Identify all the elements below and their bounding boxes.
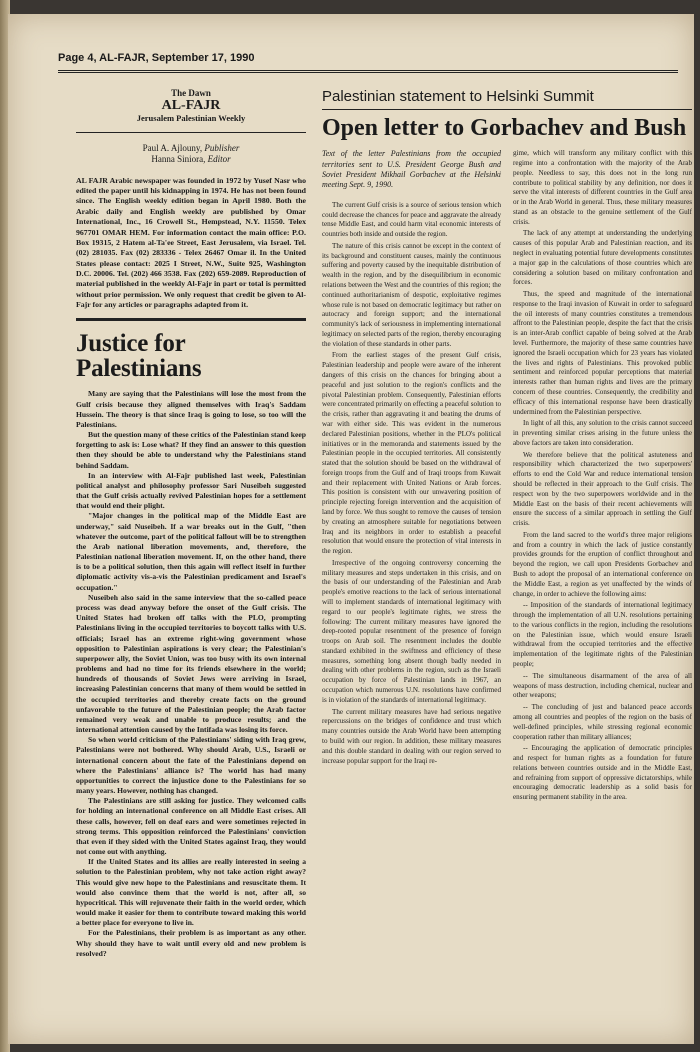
article-paragraph: -- The concluding of just and balanced peace accords among all countries and peoples of the region on the basis of well-defined principles, while stressing regional economic cooperation rather than military alliances;: [513, 703, 692, 741]
article-paragraph: We therefore believe that the political astuteness and responsibility which characterized the two superpowers' efforts to end the Cold War and reduce international tension should be reflected in their approach to the Gulf crisis. The respect won by the two superpowers worldwide and in the Middle East on the basis of their recent achievements will ensure the success of a similar approach in settling the Gulf crisis.: [513, 450, 692, 528]
article-paragraph: Irrespective of the ongoing controversy concerning the military measures and steps undertaken in this crisis, and on the basis of our understanding of the Palestinian and Arab people's emotive reactions to the lack of serious international will to implement standards of international legitimacy with regard to our people's legitimate rights, we stress the following: The current military measures have ignored the deep-rooted popular resentment of the presence of foreign troops on Arab soil. The resentment includes the double standard exhibited in the swiftness and efficiency of these measures, something long absent though badly needed in dealing with other problems in the region, such as the Israeli occupation by force of Palestinian lands in 1967, an occupation which numerous U.N. resolutions have confirmed is in violation of the standards of international legitimacy.: [322, 558, 501, 704]
left-column: [76, 88, 306, 959]
editorial-rule: [76, 318, 306, 321]
editorial-paragraph: Many are saying that the Palestinians will lose the most from the Gulf crisis because they aligned themselves with Iraq's Saddam Hussein. The theory is that since Iraq is going to lose, so too will the Palestinians.: [76, 389, 306, 429]
editorial-paragraph: But the question many of these critics of the Palestinian stand keep forgetting to ask is: Lose what? If they find an answer to this question then they should be able to understand why the Palestinians stand behind Saddam.: [76, 430, 306, 470]
page-header: Page 4, AL-FAJR, September 17, 1990: [58, 52, 255, 64]
editorial-paragraph: If the United States and its allies are really interested in seeing a solution to the Palestinian problem, why not take action right away? This would give new hope to the Palestinians and resuscitate them. It would also convince them that the world is not, after all, so hypocritical. This will rejuvenate their faith in the world order, which would make it easier for them to contribute toward making this world a better place for everyone to live in.: [76, 857, 306, 928]
editorial-paragraph: "Major changes in the political map of the Middle East are underway," said Nuseibeh. If a war breaks out in the Gulf, "then whatever the outcome, part of the political fallout will be to strengthen the Arab national liberation movements, and, therefore, the Palestinian national liberation movement. If, on the other hand, there is to be a political solution, then this again will reflect itself in further diplomatic activity vis-a-vis the Palestinian predicament and Israel's occupation.": [76, 511, 306, 592]
article-paragraph: From the land sacred to the world's three major religions and from a country in which the lack of justice constantly provides grounds for the eruption of conflict throughout and beyond the region, we call upon Presidents Gorbachev and Bush to adopt the proposal of an international conference on the Middle East, a region as yet unaffected by the winds of change, in order to achieve the following aims:: [513, 530, 692, 598]
staff-box: [76, 143, 306, 166]
editor-name: Hanna Siniora,: [151, 154, 206, 165]
article-column-2: [513, 149, 692, 805]
publisher-line: [76, 143, 306, 154]
masthead: [76, 88, 306, 124]
publisher-name: Paul A. Ajlouny,: [142, 143, 203, 154]
editor-line: [76, 154, 306, 165]
editorial-paragraph: In an interview with Al-Fajr published last week, Palestinian political analyst and philosophy professor Sari Nuseibeh suggested that the Gulf crisis actually revived Palestinian hopes for a settlement that would end their plight.: [76, 470, 306, 511]
header-rule: [58, 70, 678, 73]
publisher-role: Publisher: [204, 143, 240, 154]
article-paragraph: -- Encouraging the application of democratic principles and respect for human rights as a foundation for future relations between countries outside and in the Middle East, and refraining from support of oppressive dictatorships, while encouraging democratic leadership as a solid basis for ensuring permanent stability in the area.: [513, 744, 692, 802]
masthead-rule: [76, 132, 306, 133]
article-paragraph: -- The simultaneous disarmament of the area of all weapons of mass destruction, including chemical, nuclear and other weapons;: [513, 671, 692, 700]
article-paragraph: In light of all this, any solution to the crisis cannot succeed in preventing similar crises arising in the future unless the above factors are taken into consideration.: [513, 419, 692, 447]
article: [322, 88, 692, 805]
article-paragraph: -- Imposition of the standards of international legitimacy through the implementation of all U.N. resolutions pertaining to the various conflicts in the region, including the resolutions on the Palestinian issue, which would ensure Israeli withdrawal from the occupied territories and the effective implementation of the legitimate rights of the Palestinian people;: [513, 601, 692, 669]
article-column-1: [322, 149, 501, 805]
article-columns: [322, 149, 692, 805]
masthead-name: AL-FAJR: [161, 98, 221, 114]
article-kicker: Palestinian statement to Helsinki Summit: [322, 88, 692, 110]
editorial-body: [76, 389, 306, 959]
masthead-subtitle: Jerusalem Palestinian Weekly: [136, 113, 246, 124]
editorial-paragraph: So when world criticism of the Palestinians' siding with Iraq grew, Palestinians were not bothered. Why should Arab, U.S., Israeli or international concern about the fate of the Palestinians depend on where the Palestinians' alliance is? The world has had many opportunities to correct the injustice done to the Palestinians for so many years. However, nothing has changed.: [76, 735, 306, 796]
article-headline: Open letter to Gorbachev and Bush: [322, 115, 687, 141]
article-paragraph: The current military measures have had serious negative repercussions on the bridges of confidence and trust which many countries outside the Arab World have been attempting to build with our region. In addition, these military measures and this double standard in dealing with our region served to increase popular support for the Iraqi re-: [322, 707, 501, 765]
article-paragraph: gime, which will transform any military conflict with this regime into a confrontation with the majority of the Arab people. Needless to say, this does not in the long run contribute to political stability by any definition, nor does it serve the vital interests of different countries in the Gulf area or in the Arab World in general. Thus, these military measures stand as an obstacle to the genuine settlement of the Gulf crisis.: [513, 149, 692, 226]
article-intro: Text of the letter Palestinians from the occupied territories sent to U.S. President George Bush and Soviet President Mikhail Gorbachev at the Helsinki meeting Sept. 9, 1990.: [322, 149, 501, 190]
masthead-the: The Dawn: [171, 88, 211, 98]
article-paragraph: The current Gulf crisis is a source of serious tension which could decrease the chances for peace and aggravate the already tense Middle East, and could harm vital economic interests of countries both inside and outside the region.: [322, 200, 502, 239]
editorial-paragraph: For the Palestinians, their problem is as important as any other. Why should they have to wait until every old and new problem is resolved?: [76, 928, 306, 958]
editorial-paragraph: Nuseibeh also said in the same interview that the so-called peace process was dead anyway before the onset of the Gulf crisis. The United States had broken off talks with the PLO, prompting Palestinians living in the occupied territories to boycott talks with U.S. officials; Israel has an extreme right-wing government whose opposition to Palestinian aspirations is very clear; the Palestinian's superpower ally, the Soviet Union, was too busy with its own internal problems and had no time for its friends elsewhere in the world; hundreds of thousands of Soviet Jews were arriving in Israel, increasing Palestinian concerns that many of them would be settled in the occupied territories and thereby create facts on the ground unfavorable to the future of the Palestinian people; the Arab factor remained very weak and unable to produce results; and the international attention caused by the Intifada was losing its force.: [76, 592, 306, 735]
article-paragraph: From the earliest stages of the present Gulf crisis, Palestinian leadership and people were aware of the inherent dangers of this crisis on the chances for bringing about a peaceful and just solution to the region's conflicts and the pivotal Palestinian problem. Consequently, Palestinian efforts were concentrated primarily on effecting a peaceful solution to the crisis, rather than aggravating it and beating the drums of war with either side. This was evident in the numerous declared Palestinian positions, whether in the PLO's political initiatives or in the memoranda and statements issued by the Palestinian people in the occupied territories. All consistently stated that the solution should be based on the withdrawal of foreign troops from the Gulf and of Iraqi troops from Kuwait and their replacement with United Nations or Arab forces. This position is consistent with our unwavering position of principle rejecting foreign intervention and the acquisition of land by force. We thus sought to remove the causes of tension by creating an atmosphere suitable for negotiations between Iraq and its neighbors in order to establish a peaceful resolution that would ensure the protection of vital interests in the region.: [322, 351, 501, 556]
editorial-paragraph: The Palestinians are still asking for justice. They welcomed calls for holding an international conference on all Middle East crises. All these calls, however, fell on deaf ears and were sometimes rejected in strong terms. This opposition reinforced the Palestinians' conviction that even if they sided with the United States against Iraq, they would not come out with anything.: [76, 796, 306, 857]
article-paragraph: Thus, the speed and magnitude of the international response to the Iraqi invasion of Kuwait in order to safeguard the oil interests of many countries constitutes a tremendous affront to the Palestinian people, despite the fact that the crisis is an inter-Arab conflict capable of being solved at the Arab level. Furthermore, the majority of these same countries have ignored the Israeli occupation which for 23 years has violated the lives and rights of Palestinians. This provoked public sentiment and reinforced popular perceptions that material interests rather than human rights and lives are the primary concern of these countries. Consequently, the credibility and efficacy of this international response have been drastically undermined from the Palestinian perspective.: [513, 290, 692, 416]
editor-role: Editor: [207, 154, 231, 165]
publication-notice: AL FAJR Arabic newspaper was founded in 1972 by Yusef Nasr who edited the paper until his kidnapping in 1974. He has not been found since. The English weekly edition began in April 1980. Both the Arabic daily and English weekly are published by Omar International, Inc., 16 Crowell St., Hempstead, N.Y. 11550. Telex 967701 OMAR HEM. For information contact the main office: P.O. Box 19315, 2 Hatem al-Ta'ee Street, East Jerusalem, via Israel. Tel. (02) 281035. Fax (02) 283336 - Telex 26467 Omar il. In the United States please contact: 2025 I Street, N.W., Suite 925, Washington D.C. 20006. Tel. (202) 466 3538. Fax (202) 659-2089. Reproduction of material published in the weekly Al-Fajr in part or total is permitted without prior permission. We only request that credit be given to Al-Fajr for any articles or paragraphs adapted from it.: [76, 175, 306, 310]
article-paragraph: The nature of this crisis cannot be except in the context of its background and constituent causes, mainly the continuous suffering and poverty caused by the inequitable distribution of wealth in the region, and by the disequilibrium in economic relations between the West and the countries of this region; the continued authoritarianism of despotic, exploitative regimes whose rule is not based on democratic legitimacy but rather on autocracy and foreign support; and the international community's lack of seriousness in implementing international legitimacy on selected parts of the region, thereby encouraging the violation of these standards in other parts.: [322, 241, 501, 348]
editorial-title: Justice for Palestinians: [76, 330, 202, 383]
article-paragraph: The lack of any attempt at understanding the underlying causes of this popular Arab and Palestinian reaction, and its neglect in evaluating potential future developments constitutes a major gap in the calculations of those countries which are considering a solution based on military confrontation and forces.: [513, 229, 692, 287]
